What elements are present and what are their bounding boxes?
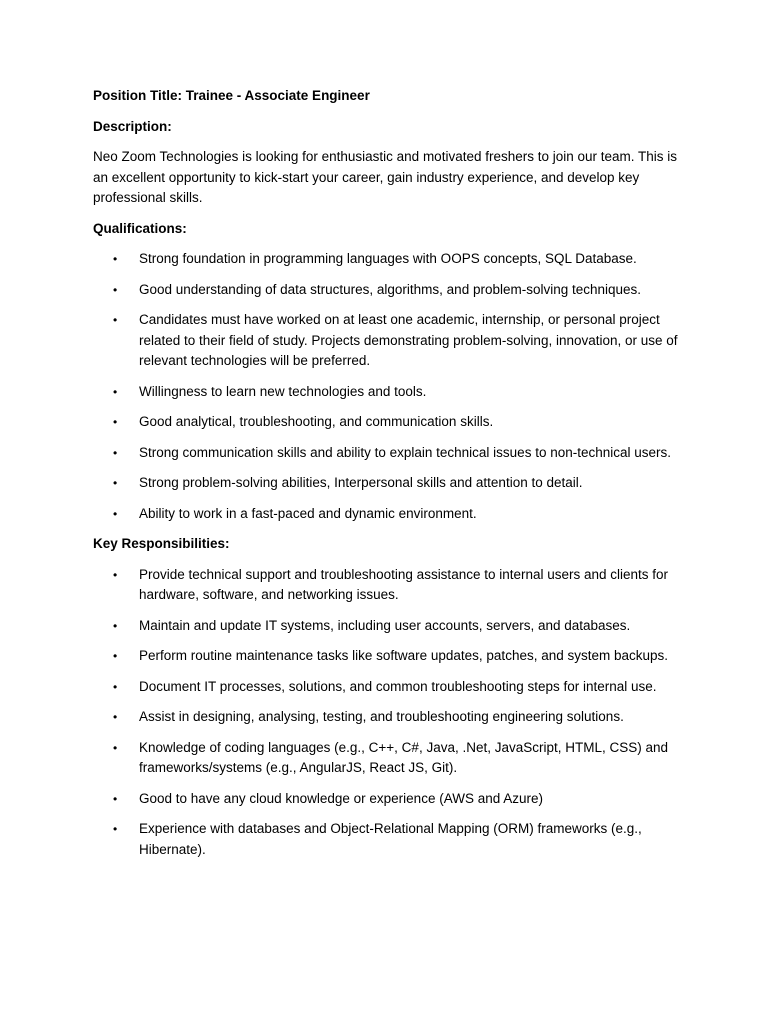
bullet-icon: • bbox=[113, 567, 118, 582]
bullet-icon: • bbox=[113, 791, 118, 806]
bullet-icon: • bbox=[113, 313, 118, 327]
qualification-text: Strong communication skills and ability to explain technical issues to non-technical users. bbox=[139, 444, 672, 460]
responsibility-text: Provide technical support and troubleshooting assistance to internal users and clients for hardware, software, and networking issues. bbox=[139, 566, 669, 602]
qualification-text: Strong foundation in programming languages with OOPS concepts, SQL Database. bbox=[139, 251, 637, 266]
responsibility-text: Assist in designing, analysing, testing, and troubleshooting engineering solutions. bbox=[139, 709, 624, 724]
bullet-icon: • bbox=[113, 415, 118, 429]
qualification-item bbox=[93, 473, 693, 494]
bullet-icon: • bbox=[113, 476, 118, 490]
qualification-text: Ability to work in a fast-paced and dynamic environment. bbox=[139, 505, 477, 521]
responsibility-item bbox=[93, 819, 693, 860]
qualification-text: Willingness to learn new technologies and tools. bbox=[139, 383, 427, 399]
responsibility-text: Experience with databases and Object-Relational Mapping (ORM) frameworks (e.g., Hibernate). bbox=[139, 821, 642, 857]
bullet-icon: • bbox=[113, 384, 118, 399]
responsibilities-heading: Key Responsibilities: bbox=[93, 536, 230, 551]
qualification-item bbox=[93, 310, 693, 372]
responsibility-text: Good to have any cloud knowledge or experience (AWS and Azure) bbox=[139, 790, 543, 806]
bullet-icon: • bbox=[113, 506, 118, 521]
qualification-text: Candidates must have worked on at least one academic, internship, or personal project related to their field of study. Projects demonstrating problem-solving, innovation, or use of relevant technologies will be preferred. bbox=[139, 312, 678, 368]
bullet-icon: • bbox=[113, 282, 118, 297]
responsibilities-list bbox=[93, 565, 693, 861]
qualification-text: Good understanding of data structures, algorithms, and problem-solving techniques. bbox=[139, 281, 642, 297]
responsibility-item bbox=[93, 738, 693, 779]
description-text: Neo Zoom Technologies is looking for enthusiastic and motivated freshers to join our team. This is an excellent opportunity to kick-start your career, gain industry experience, and develop key professional skills. bbox=[93, 149, 678, 205]
responsibility-item bbox=[93, 646, 693, 667]
responsibility-item bbox=[93, 616, 693, 637]
qualification-item bbox=[93, 249, 693, 270]
qualification-item bbox=[93, 443, 693, 464]
qualifications-heading: Qualifications: bbox=[93, 220, 187, 236]
bullet-icon: • bbox=[113, 822, 118, 836]
description-heading: Description: bbox=[93, 118, 172, 134]
responsibility-text: Maintain and update IT systems, including user accounts, servers, and databases. bbox=[139, 617, 631, 633]
document-page bbox=[93, 86, 693, 870]
responsibility-item bbox=[93, 565, 693, 606]
responsibility-text: Document IT processes, solutions, and common troubleshooting steps for internal use. bbox=[139, 678, 657, 694]
qualification-item bbox=[93, 412, 693, 433]
qualification-item bbox=[93, 504, 693, 525]
qualification-text: Good analytical, troubleshooting, and communication skills. bbox=[139, 414, 494, 429]
bullet-icon: • bbox=[113, 618, 118, 633]
bullet-icon: • bbox=[113, 740, 118, 755]
responsibility-item bbox=[93, 677, 693, 698]
bullet-icon: • bbox=[113, 649, 118, 663]
qualification-item bbox=[93, 280, 693, 301]
bullet-icon: • bbox=[113, 679, 118, 694]
bullet-icon: • bbox=[113, 710, 118, 724]
qualification-text: Strong problem-solving abilities, Interpersonal skills and attention to detail. bbox=[139, 475, 583, 490]
responsibility-text: Perform routine maintenance tasks like software updates, patches, and system backups. bbox=[139, 648, 669, 663]
qualifications-list bbox=[93, 249, 693, 524]
responsibility-item bbox=[93, 789, 693, 810]
qualification-item bbox=[93, 382, 693, 403]
position-title: Position Title: Trainee - Associate Engineer bbox=[93, 88, 370, 103]
responsibility-text: Knowledge of coding languages (e.g., C++, C#, Java, .Net, JavaScript, HTML, CSS) and frameworks/systems (e.g., AngularJS, React JS, Git). bbox=[139, 739, 669, 775]
responsibility-item bbox=[93, 707, 693, 728]
bullet-icon: • bbox=[113, 445, 118, 460]
bullet-icon: • bbox=[113, 252, 118, 266]
